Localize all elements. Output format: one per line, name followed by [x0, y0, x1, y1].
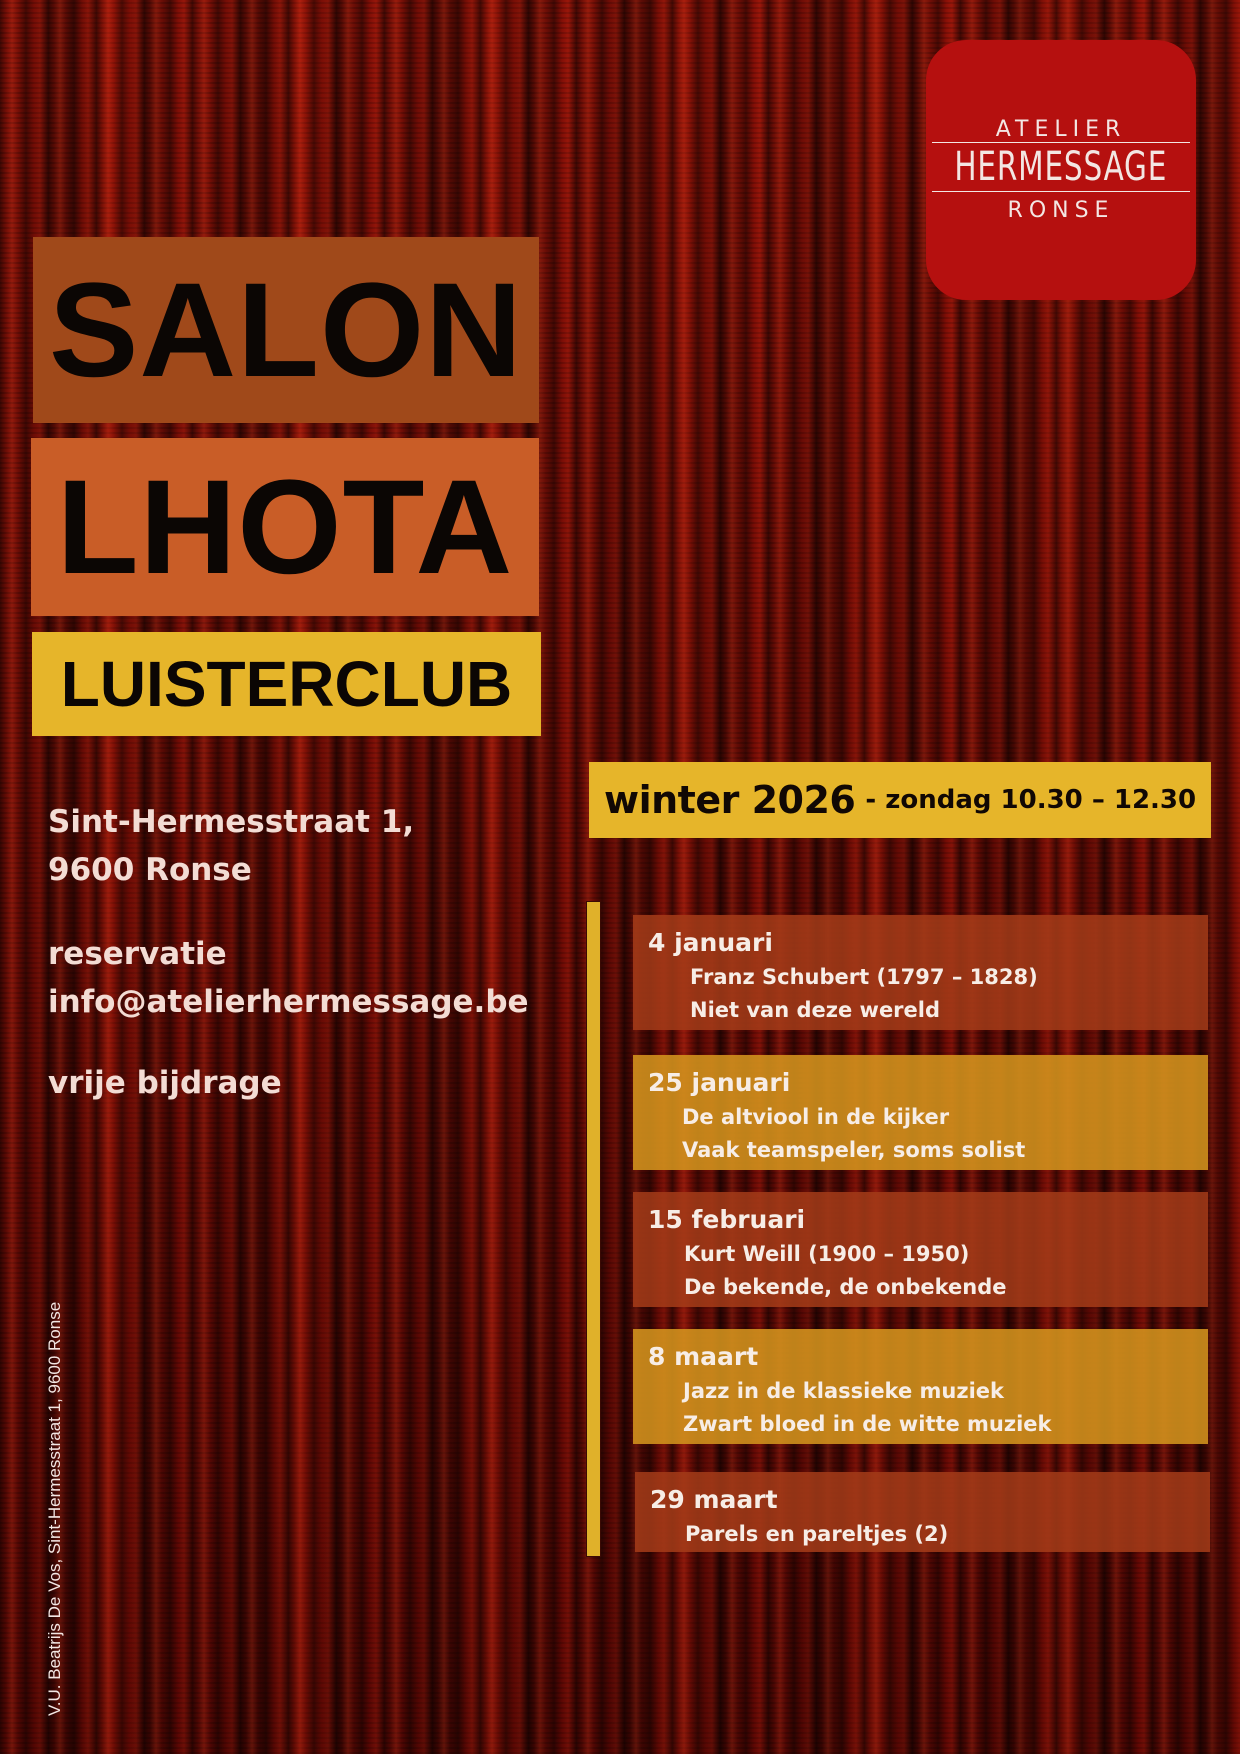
contribution-text: vrije bijdrage — [48, 1065, 282, 1101]
event-item — [635, 1472, 1210, 1552]
event-date: 25 januari — [648, 1068, 791, 1097]
title-luisterclub: LUISTERCLUB — [32, 632, 541, 736]
event-date: 29 maart — [650, 1485, 778, 1514]
logo-main-text: HERMESSAGE — [954, 144, 1168, 190]
title-salon: SALON — [33, 237, 539, 423]
event-item — [633, 915, 1208, 1030]
reservation-block — [48, 930, 529, 1026]
title-lhota: LHOTA — [31, 438, 539, 616]
season-banner — [589, 762, 1211, 838]
event-subtitle: De bekende, de onbekende — [684, 1275, 1007, 1299]
reservation-label: reservatie — [48, 936, 227, 972]
event-title: Jazz in de klassieke muziek — [683, 1379, 1004, 1403]
event-subtitle: Vaak teamspeler, soms solist — [682, 1138, 1026, 1162]
logo-bottom-text: RONSE — [1007, 198, 1115, 223]
atelier-hermessage-logo — [926, 40, 1196, 300]
event-subtitle: Niet van deze wereld — [690, 998, 941, 1022]
event-item — [633, 1192, 1208, 1307]
logo-rule-bottom — [932, 191, 1190, 192]
timeline-bar — [586, 901, 601, 1557]
event-title: De altviool in de kijker — [682, 1105, 950, 1129]
event-title: Franz Schubert (1797 – 1828) — [690, 965, 1038, 989]
event-date: 15 februari — [648, 1205, 806, 1234]
season-label: winter 2026 — [604, 778, 856, 822]
publisher-credit: V.U. Beatrijs De Vos, Sint-Hermesstraat 1, 9600 Ronse — [45, 1301, 64, 1716]
event-date: 8 maart — [648, 1342, 759, 1371]
event-item — [633, 1329, 1208, 1444]
reservation-email[interactable]: info@atelierhermessage.be — [48, 984, 529, 1020]
logo-top-text: ATELIER — [995, 117, 1127, 142]
address-city: 9600 Ronse — [48, 852, 252, 888]
event-title: Kurt Weill (1900 – 1950) — [684, 1242, 970, 1266]
event-title: Parels en pareltjes (2) — [685, 1522, 949, 1546]
address-block — [48, 798, 414, 894]
event-date: 4 januari — [648, 928, 773, 957]
season-time: - zondag 10.30 – 12.30 — [865, 785, 1197, 815]
event-subtitle: Zwart bloed in de witte muziek — [683, 1412, 1052, 1436]
event-item — [633, 1055, 1208, 1170]
address-street: Sint-Hermesstraat 1, — [48, 804, 415, 840]
logo-rule-top — [932, 142, 1190, 143]
